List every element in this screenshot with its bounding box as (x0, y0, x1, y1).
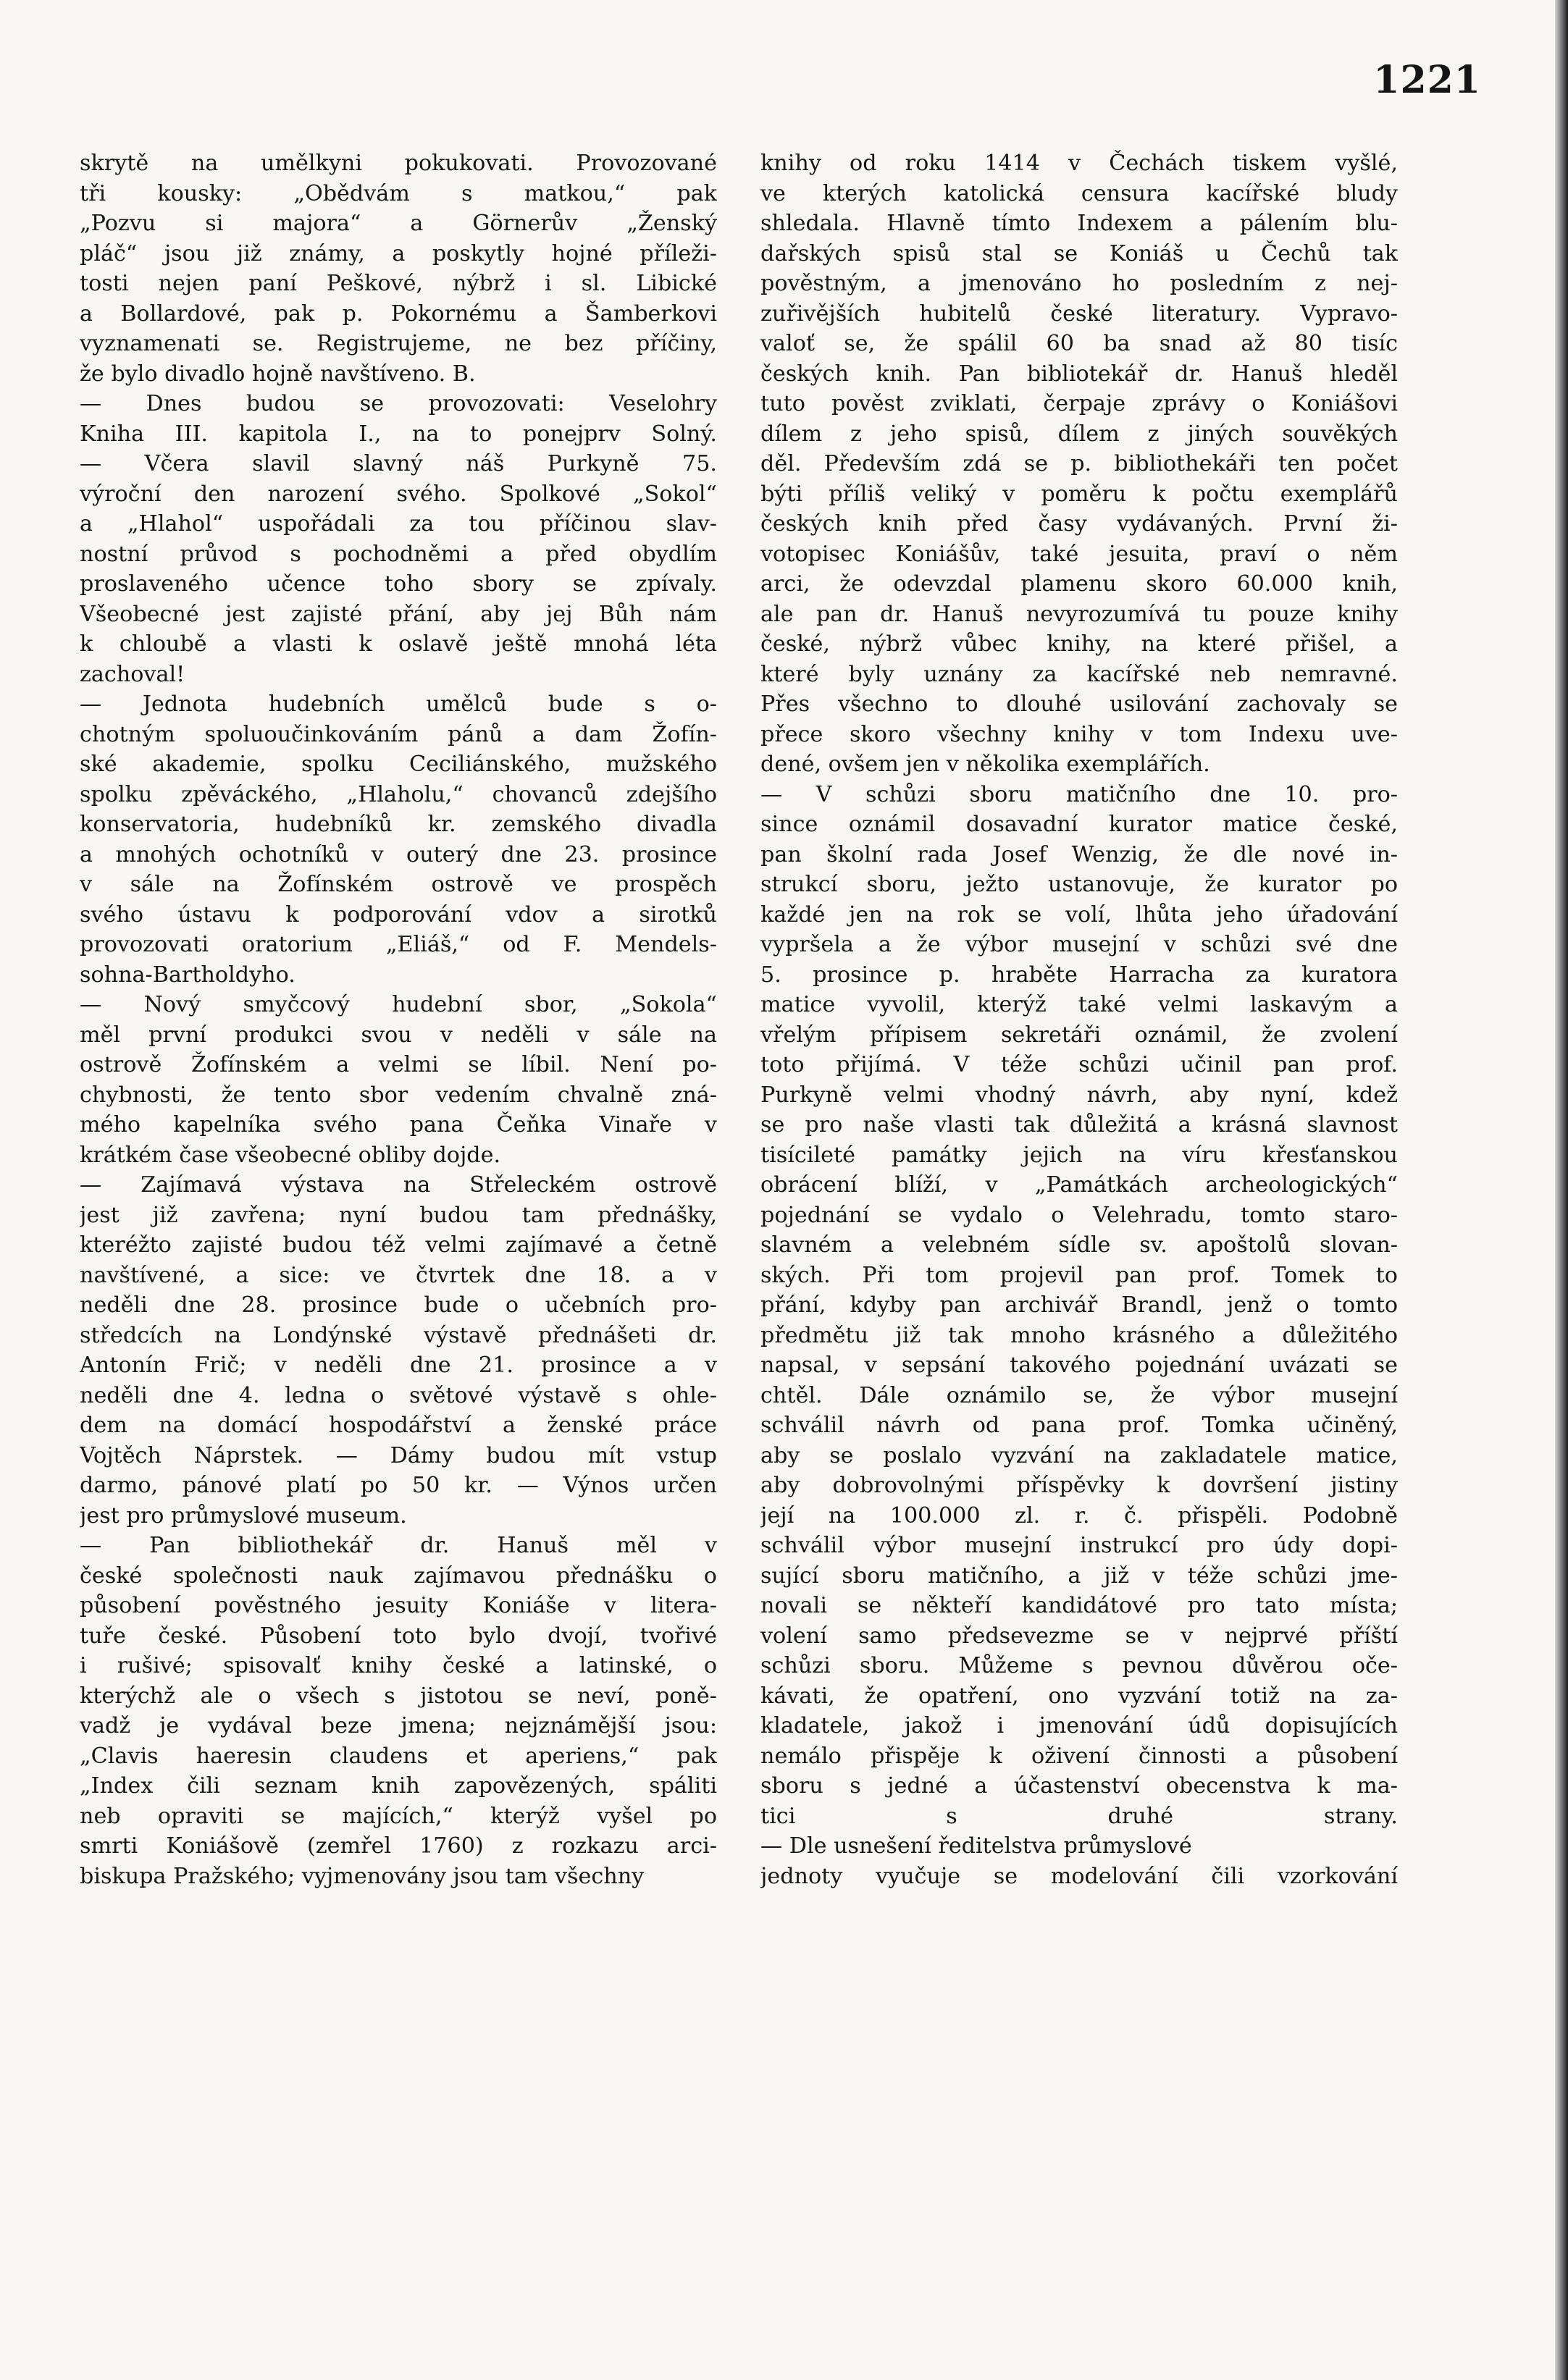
text-line: se pro naše vlasti tak důležitá a krásná slavnost (760, 1112, 1398, 1138)
text-line: — Dnes budou se provozovati: Veselohry (80, 391, 717, 416)
text-line: ských. Při tom projevil pan prof. Tomek to (760, 1262, 1398, 1288)
text-line: 5. prosince p. hraběte Harracha za kuratora (760, 962, 1398, 988)
text-line: krátkém čase všeobecné obliby dojde. (80, 1142, 501, 1168)
text-line: dařských spisů stal se Koniáš u Čechů tak (760, 240, 1398, 266)
text-line: aby se poslalo vyzvání na zakladatele matice, (760, 1442, 1398, 1468)
text-line: slavném a velebném sídle sv. apoštolů slovan- (760, 1232, 1398, 1258)
text-line: české, nýbrž vůbec knihy, na které přišel, a (760, 631, 1398, 657)
text-line: předmětu již tak mnoho krásného a důležitého (760, 1322, 1398, 1348)
text-line: vyznamenati se. Registrujeme, ne bez příčiny, (80, 331, 717, 356)
text-line: Kniha III. kapitola I., na to ponejprv Solný. (80, 421, 717, 447)
text-line: děl. Především zdá se p. bibliothekáři ten počet (760, 451, 1398, 476)
text-line: středcích na Londýnské výstavě přednášeti dr. (80, 1322, 717, 1348)
text-line: ostrově Žofínském a velmi se líbil. Není po- (80, 1052, 717, 1077)
text-line: navštívené, a sice: ve čtvrtek dne 18. a v (80, 1262, 717, 1288)
text-line: „Clavis haeresin claudens et aperiens,“ pak (80, 1743, 717, 1769)
text-line: skrytě na umělkyni pokukovati. Provozované (80, 151, 717, 176)
text-line: že bylo divadlo hojně navštíveno. B. (80, 361, 476, 387)
text-line: — Včera slavil slavný náš Purkyně 75. (80, 451, 717, 476)
text-line: sohna-Bartholdyho. (80, 962, 295, 988)
text-line: schválil výbor musejní instrukcí pro údy dopi- (760, 1533, 1398, 1558)
text-line: arci, že odevzdal plamenu skoro 60.000 knih, (760, 571, 1398, 597)
text-line: valoť se, že spálil 60 ba snad až 80 tisíc (760, 331, 1398, 356)
text-line: — V schůzi sboru matičního dne 10. pro- (760, 781, 1398, 807)
text-line: měl první produkci svou v neděli v sále na (80, 1022, 717, 1048)
text-line: ské akademie, spolku Ceciliánského, mužského (80, 752, 717, 777)
text-line: dem na domácí hospodářství a ženské práce (80, 1413, 717, 1438)
text-line: výroční den narození svého. Spolkové „Sokol“ (80, 481, 717, 507)
text-line: jest již zavřena; nyní budou tam přednášky, (80, 1202, 717, 1228)
text-line: Antonín Frič; v neděli dne 21. prosince a v (80, 1353, 717, 1378)
page-number: 1221 (1373, 58, 1481, 102)
text-line: kladatele, jakož i jmenování údů dopisujících (760, 1713, 1398, 1738)
text-line: chtěl. Dále oznámilo se, že výbor musejní (760, 1382, 1398, 1408)
text-line: nemálo přispěje k oživení činnosti a působení (760, 1743, 1398, 1769)
text-line: Přes všechno to dlouhé usilování zachovaly se (760, 691, 1398, 717)
text-line: votopisec Koniášův, také jesuita, praví o něm (760, 541, 1398, 567)
text-line: a Bollardové, pak p. Pokornému a Šamberkovi (80, 300, 717, 327)
text-line: kteréžto zajisté budou též velmi zajímavé a četně (80, 1232, 717, 1258)
text-line: smrti Koniášově (zemřel 1760) z rozkazu arci- (80, 1833, 717, 1859)
text-line: zachoval! (80, 661, 185, 687)
text-line: „Pozvu si majora“ a Görnerův „Ženský (80, 211, 717, 236)
text-line: schválil návrh od pana prof. Tomka učiněný, (760, 1413, 1398, 1438)
text-line: kterýchž ale o všech s jistotou se neví, poně- (80, 1683, 717, 1709)
text-line: býti příliš veliký v poměru k počtu exemplářů (760, 481, 1398, 507)
text-line: jednoty vyučuje se modelování čili vzorkování (760, 1863, 1398, 1889)
text-line: a „Hlahol“ uspořádali za tou příčinou slav- (80, 511, 717, 537)
text-line: — Zajímavá výstava na Střeleckém ostrově (80, 1172, 717, 1198)
text-line: přece skoro všechny knihy v tom Indexu uve- (760, 721, 1398, 747)
text-line: ve kterých katolická censura kacířské bludy (760, 180, 1398, 206)
text-line: a mnohých ochotníků v outerý dne 23. prosince (80, 841, 717, 867)
text-line: neděli dne 28. prosince bude o učebních pro- (80, 1292, 717, 1318)
text-line: napsal, v sepsání takového pojednání uvázati se (760, 1353, 1398, 1378)
text-line: spolku zpěváckého, „Hlaholu,“ chovanců zdejšího (80, 781, 717, 807)
text-line: i rušivé; spisovalť knihy české a latinské, o (80, 1653, 717, 1678)
text-line: — Pan bibliothekář dr. Hanuš měl v (80, 1533, 717, 1558)
text-line: jest pro průmyslové museum. (80, 1502, 407, 1529)
text-line: toto přijímá. V téže schůzi učinil pan prof. (760, 1052, 1398, 1077)
text-line: sboru s jedné a účastenství obecenstva k ma- (760, 1773, 1398, 1799)
text-line: chotným spoluoučinkováním pánů a dam Žofín- (80, 721, 717, 747)
text-line: svého ústavu k podporování vdov a sirotků (80, 901, 717, 928)
text-line: kávati, že opatření, ono vyzvání totiž na za- (760, 1683, 1398, 1709)
text-line: biskupa Pražského; vyjmenovány jsou tam všechny (80, 1863, 645, 1889)
text-line: českých knih. Pan bibliotekář dr. Hanuš hleděl (760, 361, 1398, 387)
text-line: neděli dne 4. ledna o světové výstavě s ohle- (80, 1382, 717, 1408)
text-line: vypršela a že výbor musejní v schůzi své dne (760, 932, 1398, 957)
text-line: darmo, pánové platí po 50 kr. — Výnos určen (80, 1473, 717, 1498)
text-line: českých knih před časy vydávaných. První ži- (760, 511, 1398, 537)
text-line: vřelým přípisem sekretáři oznámil, že zvolení (760, 1022, 1398, 1048)
text-line: neb opraviti se majících,“ kterýž vyšel po (80, 1803, 717, 1829)
text-line: chybnosti, že tento sbor vedením chvalně zná- (80, 1082, 717, 1108)
text-line: proslaveného učence toho sbory se zpívaly. (80, 571, 717, 597)
text-line: mého kapelníka svého pana Čeňka Vinaře v (80, 1112, 717, 1138)
text-line: tuře české. Působení toto bylo dvojí, tvořivé (80, 1623, 717, 1649)
text-line: nostní průvod s pochodněmi a před obydlím (80, 541, 717, 567)
text-line: — Nový smyčcový hudební sbor, „Sokola“ (80, 992, 717, 1017)
text-line: since oznámil dosavadní kurator matice české, (760, 812, 1398, 837)
text-line: její na 100.000 zl. r. č. přispěli. Podobně (760, 1502, 1398, 1529)
text-line: shledala. Hlavně tímto Indexem a pálením blu- (760, 211, 1398, 236)
text-line: Vojtěch Náprstek. — Dámy budou mít vstup (80, 1442, 717, 1468)
text-line: zuřivějších hubitelů české literatury. Vypravo- (760, 300, 1398, 327)
text-line: k chloubě a vlasti k oslavě ještě mnohá léta (80, 631, 717, 657)
text-line: ale pan dr. Hanuš nevyrozumívá tu pouze knihy (760, 601, 1398, 627)
text-line: matice vyvolil, kterýž také velmi laskavým a (760, 992, 1398, 1017)
text-line: dené, ovšem jen v několika exemplářích. (760, 752, 1210, 777)
left-column (80, 148, 717, 1891)
text-line: schůzi sboru. Můžeme s pevnou důvěrou oče- (760, 1653, 1398, 1678)
text-line: — Jednota hudebních umělců bude s o- (80, 691, 717, 717)
right-column (760, 148, 1398, 1891)
text-line: sující sboru matičního, a již v téže schůzi jme- (760, 1563, 1398, 1589)
text-line: konservatoria, hudebníků kr. zemského divadla (80, 812, 717, 837)
text-line: provozovati oratorium „Eliáš,“ od F. Mendels- (80, 932, 717, 957)
scan-edge (1555, 0, 1568, 2380)
text-line: pojednání se vydalo o Velehradu, tomto staro- (760, 1202, 1398, 1228)
text-line: novali se někteří kandidátové pro tato místa; (760, 1593, 1398, 1618)
text-line: Všeobecné jest zajisté přání, aby jej Bůh nám (80, 601, 717, 627)
text-line: působení pověstného jesuity Koniáše v litera- (80, 1593, 717, 1618)
text-line: které byly uznány za kacířské neb nemravné. (760, 661, 1398, 687)
text-line: tři kousky: „Obědvám s matkou,“ pak (80, 180, 717, 206)
text-line: obrácení blíží, v „Památkách archeologických“ (760, 1172, 1398, 1198)
text-line: v sále na Žofínském ostrově ve prospěch (80, 872, 717, 897)
text-line: pan školní rada Josef Wenzig, že dle nové in- (760, 841, 1398, 867)
text-line: přání, kdyby pan archivář Brandl, jenž o tomto (760, 1292, 1398, 1318)
text-line: — Dle usnešení ředitelstva průmyslové (760, 1833, 1192, 1859)
text-line: volení samo předsevezme se v nejprvé příští (760, 1623, 1398, 1649)
text-line: vadž je vydával beze jmena; nejznámější jsou: (80, 1713, 717, 1738)
text-line: tici s druhé strany. (760, 1803, 1398, 1829)
text-line: tisícileté památky jejich na víru křesťanskou (760, 1142, 1398, 1168)
text-line: české společnosti nauk zajímavou přednášku o (80, 1563, 717, 1589)
text-line: tuto pověst zviklati, čerpaje zprávy o Koniášovi (760, 391, 1398, 416)
text-line: Purkyně velmi vhodný návrh, aby nyní, kdež (760, 1082, 1398, 1108)
text-line: tosti nejen paní Peškové, nýbrž i sl. Libické (80, 271, 717, 296)
text-line: aby dobrovolnými příspěvky k dovršení jistiny (760, 1473, 1398, 1498)
text-line: pláč“ jsou již známy, a poskytly hojné příleži- (80, 240, 717, 266)
text-line: pověstným, a jmenováno ho posledním z nej- (760, 271, 1398, 296)
text-line: knihy od roku 1414 v Čechách tiskem vyšlé, (760, 151, 1398, 176)
text-line: dílem z jeho spisů, dílem z jiných souvěkých (760, 421, 1398, 447)
text-line: každé jen na rok se volí, lhůta jeho úřadování (760, 901, 1398, 928)
text-line: strukcí sboru, ježto ustanovuje, že kurator po (760, 872, 1398, 897)
text-line: „Index čili seznam knih zapovězených, spáliti (80, 1773, 717, 1799)
